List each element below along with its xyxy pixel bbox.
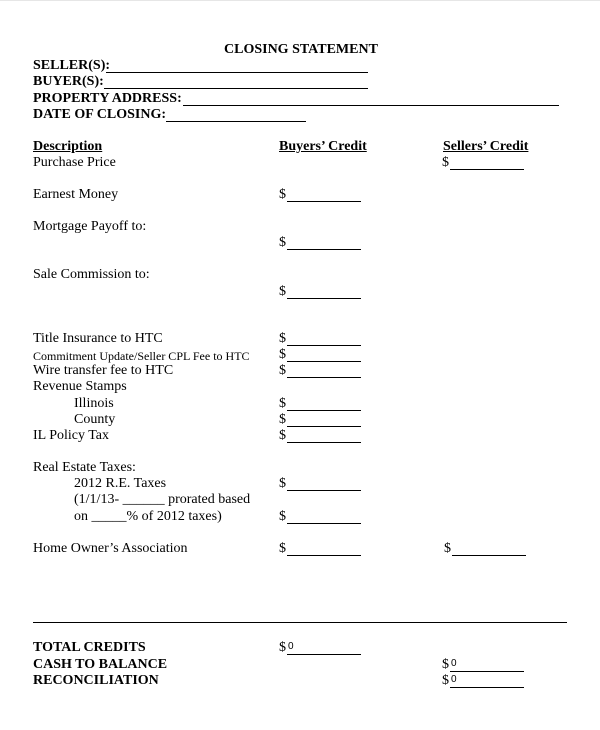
commitment-update-buyer-blank[interactable] bbox=[287, 361, 361, 362]
column-header-sellers-credit: Sellers’ Credit bbox=[443, 139, 529, 154]
il-policy-tax-buyer-blank[interactable] bbox=[287, 442, 361, 443]
currency-symbol: $ bbox=[279, 187, 286, 202]
currency-symbol: $ bbox=[279, 428, 286, 443]
row-label-purchase-price: Purchase Price bbox=[33, 155, 116, 170]
seller-blank-line[interactable] bbox=[106, 72, 368, 73]
row-label-county: County bbox=[74, 412, 116, 427]
total-credits-buyer-value[interactable]: 0 bbox=[288, 641, 294, 652]
row-label-title-insurance: Title Insurance to HTC bbox=[33, 331, 163, 346]
row-label-real-estate-taxes: Real Estate Taxes: bbox=[33, 460, 136, 475]
total-credits-label: TOTAL CREDITS bbox=[33, 640, 146, 655]
currency-symbol: $ bbox=[442, 657, 449, 672]
earnest-money-buyer-blank[interactable] bbox=[287, 201, 361, 202]
row-label-commitment-update: Commitment Update/Seller CPL Fee to HTC bbox=[33, 349, 250, 363]
cash-to-balance-seller-blank[interactable] bbox=[450, 671, 524, 672]
buyer-label: BUYER(S): bbox=[33, 74, 104, 89]
currency-symbol: $ bbox=[444, 541, 451, 556]
reconciliation-label: RECONCILIATION bbox=[33, 673, 159, 688]
currency-symbol: $ bbox=[279, 541, 286, 556]
currency-symbol: $ bbox=[279, 412, 286, 427]
currency-symbol: $ bbox=[279, 509, 286, 524]
row-label-revenue-stamps: Revenue Stamps bbox=[33, 379, 127, 394]
total-credits-buyer-blank[interactable] bbox=[287, 654, 361, 655]
seller-label: SELLER(S): bbox=[33, 58, 111, 73]
row-label-prorated-line-2: on _____% of 2012 taxes) bbox=[74, 509, 222, 524]
row-label-hoa: Home Owner’s Association bbox=[33, 541, 188, 556]
prorated-buyer-blank[interactable] bbox=[287, 523, 361, 524]
currency-symbol: $ bbox=[442, 673, 449, 688]
wire-transfer-buyer-blank[interactable] bbox=[287, 377, 361, 378]
currency-symbol: $ bbox=[279, 363, 286, 378]
currency-symbol: $ bbox=[279, 476, 286, 491]
currency-symbol: $ bbox=[442, 155, 449, 170]
column-header-buyers-credit: Buyers’ Credit bbox=[279, 139, 367, 154]
currency-symbol: $ bbox=[279, 331, 286, 346]
mortgage-payoff-buyer-blank[interactable] bbox=[287, 249, 361, 250]
sale-commission-buyer-blank[interactable] bbox=[287, 298, 361, 299]
row-label-2012-re-taxes: 2012 R.E. Taxes bbox=[74, 476, 167, 491]
county-buyer-blank[interactable] bbox=[287, 426, 361, 427]
row-label-wire-transfer: Wire transfer fee to HTC bbox=[33, 363, 174, 378]
reconciliation-seller-value[interactable]: 0 bbox=[451, 674, 457, 685]
row-label-earnest-money: Earnest Money bbox=[33, 187, 119, 202]
currency-symbol: $ bbox=[279, 347, 286, 362]
row-label-sale-commission: Sale Commission to: bbox=[33, 267, 150, 282]
cash-to-balance-label: CASH TO BALANCE bbox=[33, 657, 168, 672]
column-header-description: Description bbox=[33, 139, 103, 154]
row-label-mortgage-payoff: Mortgage Payoff to: bbox=[33, 219, 147, 234]
totals-separator-line bbox=[33, 622, 567, 623]
currency-symbol: $ bbox=[279, 396, 286, 411]
row-label-il-policy-tax: IL Policy Tax bbox=[33, 428, 110, 443]
hoa-seller-blank[interactable] bbox=[452, 555, 526, 556]
purchase-price-seller-blank[interactable] bbox=[450, 169, 524, 170]
title-insurance-buyer-blank[interactable] bbox=[287, 345, 361, 346]
document-title: CLOSING STATEMENT bbox=[224, 42, 378, 57]
row-label-illinois: Illinois bbox=[74, 396, 114, 411]
currency-symbol: $ bbox=[279, 640, 286, 655]
re-taxes-buyer-blank[interactable] bbox=[287, 490, 361, 491]
date-of-closing-label: DATE OF CLOSING: bbox=[33, 107, 167, 122]
date-of-closing-blank-line[interactable] bbox=[166, 121, 306, 122]
hoa-buyer-blank[interactable] bbox=[287, 555, 361, 556]
property-address-blank-line[interactable] bbox=[183, 105, 559, 106]
reconciliation-seller-blank[interactable] bbox=[450, 687, 524, 688]
currency-symbol: $ bbox=[279, 284, 286, 299]
cash-to-balance-seller-value[interactable]: 0 bbox=[451, 658, 457, 669]
illinois-buyer-blank[interactable] bbox=[287, 410, 361, 411]
property-address-label: PROPERTY ADDRESS: bbox=[33, 91, 182, 106]
currency-symbol: $ bbox=[279, 235, 286, 250]
buyer-blank-line[interactable] bbox=[104, 88, 368, 89]
row-label-prorated-line-1: (1/1/13- ______ prorated based bbox=[74, 492, 251, 507]
